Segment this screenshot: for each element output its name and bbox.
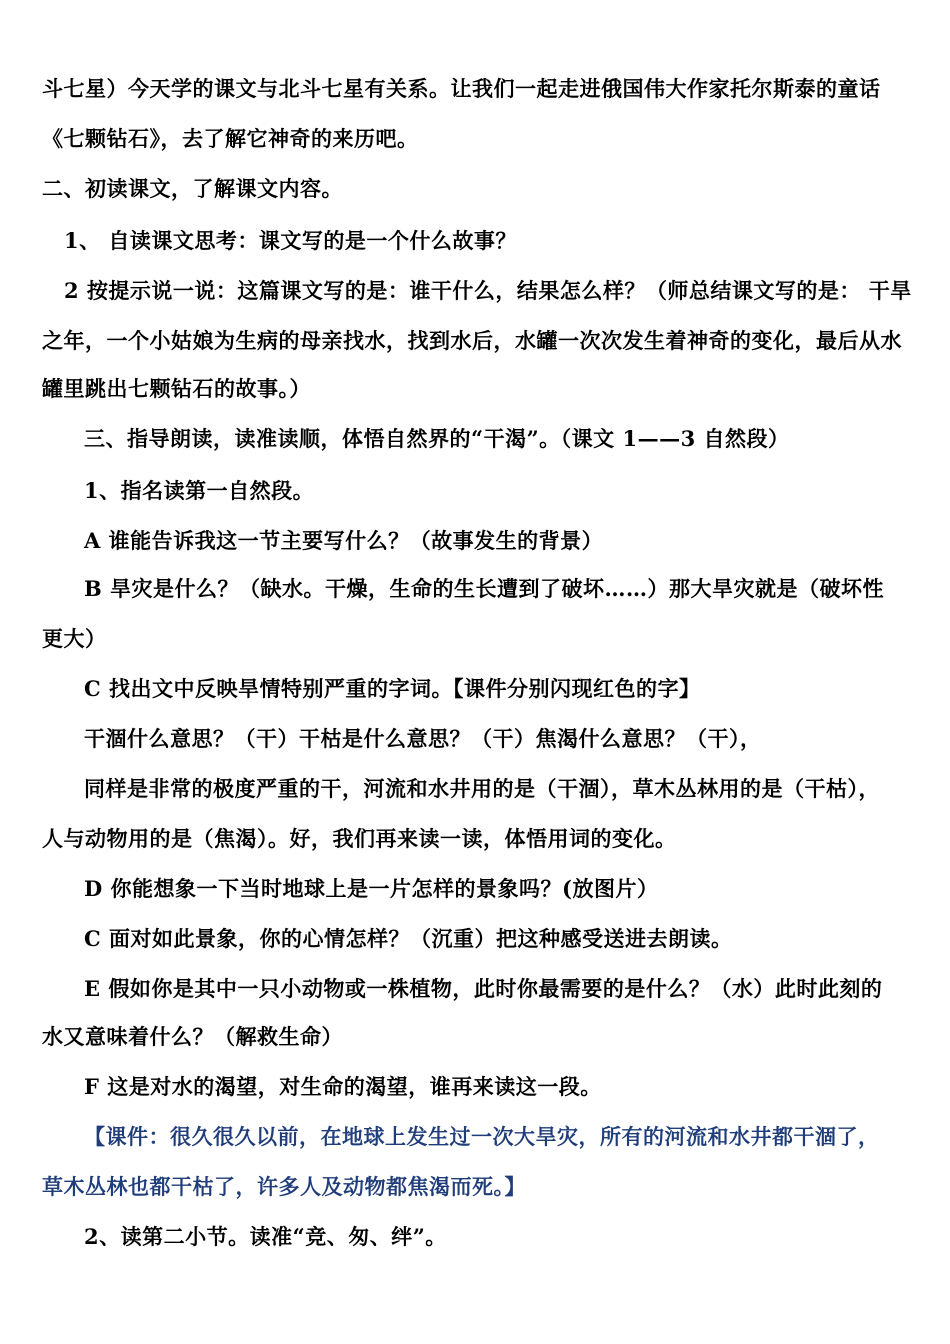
text-line: 1、 自读课文思考：课文写的是一个什么故事？ <box>64 228 517 253</box>
text-line: F 这是对水的渴望，对生命的渴望，谁再来读这一段。 <box>84 1074 602 1099</box>
text-line: E 假如你是其中一只小动物或一株植物，此时你最需要的是什么？（水）此时此刻的 <box>84 976 883 1001</box>
text-line: 更大） <box>42 626 107 651</box>
text-line: B 旱灾是什么？（缺水。干燥，生命的生长遭到了破坏……）那大旱灾就是（破坏性 <box>84 576 885 601</box>
text-line: 干涸什么意思？（干）干枯是什么意思？（干）焦渴什么意思？（干）， <box>84 726 762 751</box>
text-line: 水又意味着什么？（解救生命） <box>42 1024 343 1049</box>
text-line: D 你能想象一下当时地球上是一片怎样的景象吗？(放图片） <box>84 876 659 901</box>
text-line: 2、读第二小节。读准“竞、匆、绊”。 <box>84 1224 447 1249</box>
text-line: 罐里跳出七颗钻石的故事。） <box>42 376 311 401</box>
section-heading: 三、指导朗读，读准读顺，体悟自然界的“干渴”。（课文 1——3 自然段） <box>84 426 790 451</box>
text-line: 2 按提示说一说：这篇课文写的是：谁干什么，结果怎么样？（师总结课文写的是： 干旱 <box>64 278 912 303</box>
text-line: 之年，一个小姑娘为生病的母亲找水，找到水后，水罐一次次发生着神奇的变化，最后从水 <box>42 328 902 353</box>
text-line: C 面对如此景象，你的心情怎样？（沉重）把这种感受送进去朗读。 <box>84 926 733 951</box>
section-heading: 二、初读课文，了解课文内容。 <box>42 176 343 201</box>
courseware-note: 草木丛林也都干枯了，许多人及动物都焦渴而死。】 <box>42 1174 526 1199</box>
text-line: 人与动物用的是（焦渴）。好，我们再来读一读，体悟用词的变化。 <box>42 826 677 851</box>
text-line: 《七颗钻石》，去了解它神奇的来历吧。 <box>42 126 419 151</box>
text-line: 斗七星）今天学的课文与北斗七星有关系。让我们一起走进俄国伟大作家托尔斯泰的童话 <box>42 76 881 101</box>
text-line: 同样是非常的极度严重的干，河流和水井用的是（干涸），草木丛林用的是（干枯）， <box>84 776 880 801</box>
text-line: C 找出文中反映旱情特别严重的字词。【课件分别闪现红色的字】 <box>84 676 701 701</box>
courseware-note: 【课件：很久很久以前，在地球上发生过一次大旱灾，所有的河流和水井都干涸了， <box>84 1124 880 1149</box>
text-line: 1、指名读第一自然段。 <box>84 478 315 503</box>
text-line: A 谁能告诉我这一节主要写什么？（故事发生的背景） <box>84 528 604 553</box>
